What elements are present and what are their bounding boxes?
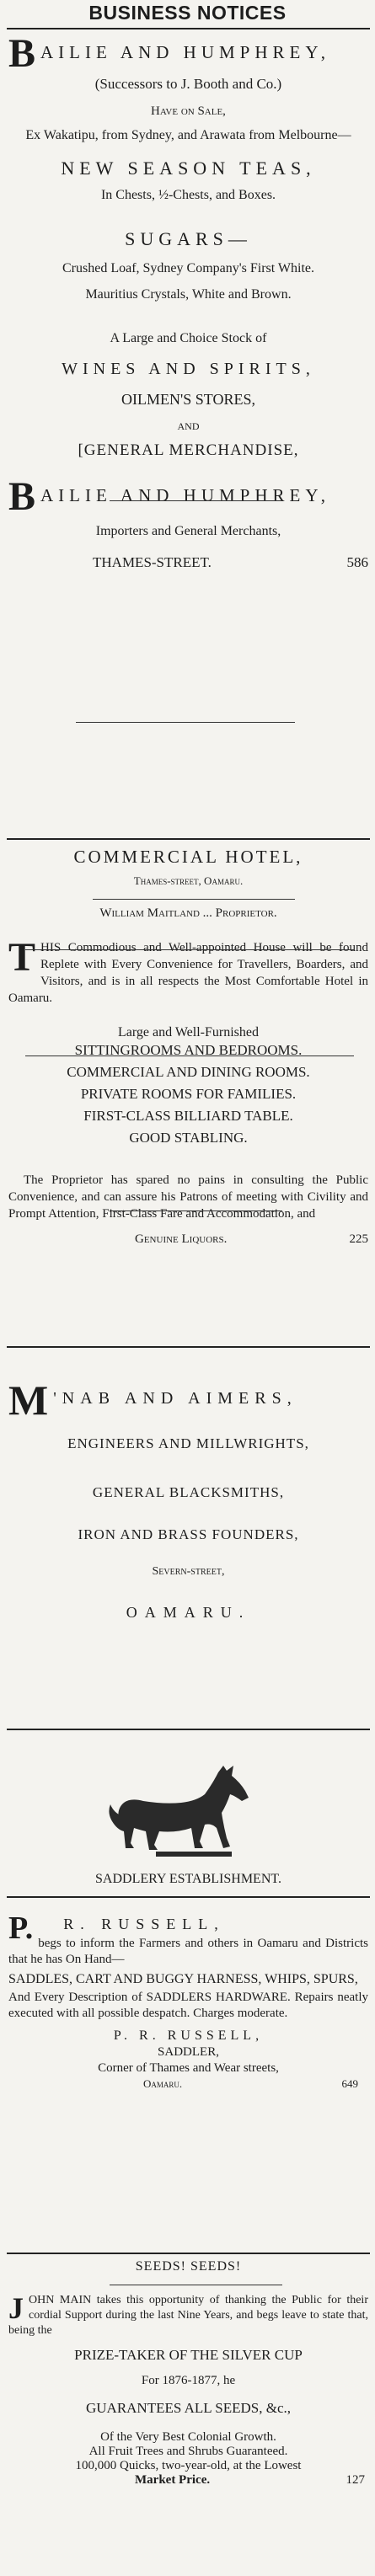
drop-cap: M (8, 1376, 49, 1424)
russell-products: SADDLES, CART AND BUGGY HARNESS, WHIPS, SPURS, (8, 1972, 358, 1986)
street-line (8, 554, 368, 571)
ad-title (8, 31, 368, 76)
feature-line: PRIVATE ROOMS FOR FAMILIES. (80, 1086, 297, 1102)
ad-divider (110, 500, 282, 501)
and-line: AND (177, 420, 200, 432)
feature-line: GOOD STABLING. (129, 1130, 248, 1146)
teas-heading: NEW SEASON TEAS, (61, 158, 316, 179)
general-merchandise: [GENERAL MERCHANDISE, (78, 441, 299, 459)
drop-cap: T (8, 935, 36, 980)
hotel-address: Thames-street, Oamaru. (133, 874, 244, 887)
ad-title-text: AILIE AND HUMPHREY, (40, 485, 331, 505)
town-line: OAMARU. (126, 1604, 251, 1621)
header-rule (7, 28, 370, 29)
hotel-closing: The Proprietor has spared no pains in consulting the Public Convenience, and can assure his Patrons of meeting with Civility and Prompt Attention, First-Class Fare and Accommodation, and (8, 1173, 368, 1221)
ad-bailie-humphrey (8, 31, 368, 571)
ad-number: 586 (346, 554, 368, 570)
ad-title: SADDLERY ESTABLISHMENT. (95, 1872, 281, 1886)
have-on-sale: Have on Sale, (151, 104, 226, 118)
engineers-line: ENGINEERS AND MILLWRIGHTS, (67, 1435, 309, 1451)
sig-town-line (8, 2077, 368, 2091)
body-text: HIS Commodious and Well-appointed House will be found Replete with Every Convenience for Travellers, Boarders, and Visitors, and is in all respects the Most Comfortable Hotel in Oamaru. (8, 941, 368, 1005)
fruit-line: All Fruit Trees and Shrubs Guaranteed. (88, 2445, 288, 2458)
ad-saddlery (8, 1872, 368, 1887)
liquors-line (8, 1232, 368, 1247)
ad-russell (8, 1912, 368, 2091)
ad-separator (7, 1346, 370, 1348)
ad-separator (7, 2253, 370, 2254)
ad-title: COMMERCIAL HOTEL, (73, 847, 303, 867)
ad-divider (25, 949, 354, 950)
russell-hardware: And Every Description of SADDLERS HARDWARE. Repairs neatly executed with all possible despatch. Charges moderate. (8, 1991, 368, 2020)
seeds-body (8, 2293, 368, 2338)
wines-heading: WINES AND SPIRITS, (62, 360, 315, 378)
ex-ships: Ex Wakatipu, from Sydney, and Arawata from Melbourne— (25, 128, 351, 142)
feature-line: Large and Well-Furnished (118, 1025, 259, 1039)
ad-title (8, 1376, 368, 1424)
oilmen-line: OILMEN'S STORES, (121, 391, 255, 408)
ad-title-text: AILIE AND HUMPHREY, (40, 42, 331, 62)
proprietor-line: William Maitland ... Proprietor. (99, 906, 277, 920)
founders-line: IRON AND BRASS FOUNDERS, (78, 1526, 299, 1542)
horse-illustration (105, 1761, 270, 1862)
feature-line: FIRST-CLASS BILLIARD TABLE. (83, 1108, 293, 1124)
chests-line: In Chests, ½-Chests, and Boxes. (100, 188, 276, 202)
quicks-line: 100,000 Quicks, two-year-old, at the Lowest (75, 2459, 302, 2472)
ad-title-repeat (8, 474, 368, 519)
crushed-line: Crushed Loaf, Sydney Company's First White. (62, 261, 314, 275)
drop-cap: J (8, 2291, 24, 2325)
ad-separator (7, 1896, 370, 1898)
drop-cap: P. (8, 1911, 34, 1946)
ad-mcnab-aimers (8, 1376, 368, 1622)
drop-cap: B (8, 474, 36, 519)
sig-corner: Corner of Thames and Wear streets, (98, 2061, 279, 2075)
ad-title-text: 'NAB AND AIMERS, (53, 1389, 297, 1408)
body-text: OHN MAIN takes this opportunity of thanking the Public for their cordial Support during the last Nine Years, and begs leave to state that, being the (8, 2294, 368, 2337)
guarantees-line: GUARANTEES ALL SEEDS, &c., (85, 2400, 292, 2416)
growth-line: Of the Very Best Colonial Growth. (100, 2430, 276, 2444)
ad-number: 127 (346, 2473, 365, 2487)
prize-line: PRIZE-TAKER OF THE SILVER CUP (74, 2347, 303, 2363)
street-line: Severn-street, (152, 1565, 225, 1578)
ad-divider (93, 899, 295, 900)
russell-body: begs to inform the Farmers and others in Oamaru and Districts that he has On Hand— (8, 1937, 368, 1966)
sig-trade: SADDLER, (158, 2045, 219, 2059)
russell-intro (8, 1911, 368, 1946)
sig-town: Oamaru. (143, 2077, 183, 2090)
ad-commercial-hotel (8, 847, 368, 1247)
mauritius-line: Mauritius Crystals, White and Brown. (85, 287, 292, 302)
section-header: BUSINESS NOTICES (88, 2, 287, 24)
importers-line: Importers and General Merchants, (95, 524, 281, 538)
ad-separator (7, 838, 370, 840)
market-text: Market Price. (135, 2473, 211, 2487)
successors-line: (Successors to J. Booth and Co.) (94, 76, 282, 92)
liquors-text: Genuine Liquors. (135, 1232, 228, 1246)
russell-name: R. RUSSELL, (63, 1916, 225, 1932)
ad-divider (76, 722, 295, 723)
ad-number: 225 (349, 1232, 368, 1246)
blacksmiths-line: GENERAL BLACKSMITHS, (92, 1484, 285, 1500)
feature-line: COMMERCIAL AND DINING ROOMS. (67, 1064, 310, 1080)
year-line: For 1876-1877, he (141, 2374, 236, 2387)
market-line (8, 2473, 368, 2488)
feature-line: SITTINGROOMS AND BEDROOMS. (74, 1042, 303, 1058)
sig-name: P. R. RUSSELL, (113, 2028, 264, 2043)
ad-separator (7, 1729, 370, 1730)
ad-seeds (8, 2259, 368, 2488)
street-name: THAMES-STREET. (93, 554, 212, 570)
sugars-heading: SUGARS— (125, 228, 252, 249)
ad-number: 649 (341, 2077, 358, 2090)
ad-title: SEEDS! SEEDS! (135, 2259, 242, 2274)
large-stock-line: A Large and Choice Stock of (110, 331, 267, 345)
drop-cap: B (8, 31, 36, 76)
